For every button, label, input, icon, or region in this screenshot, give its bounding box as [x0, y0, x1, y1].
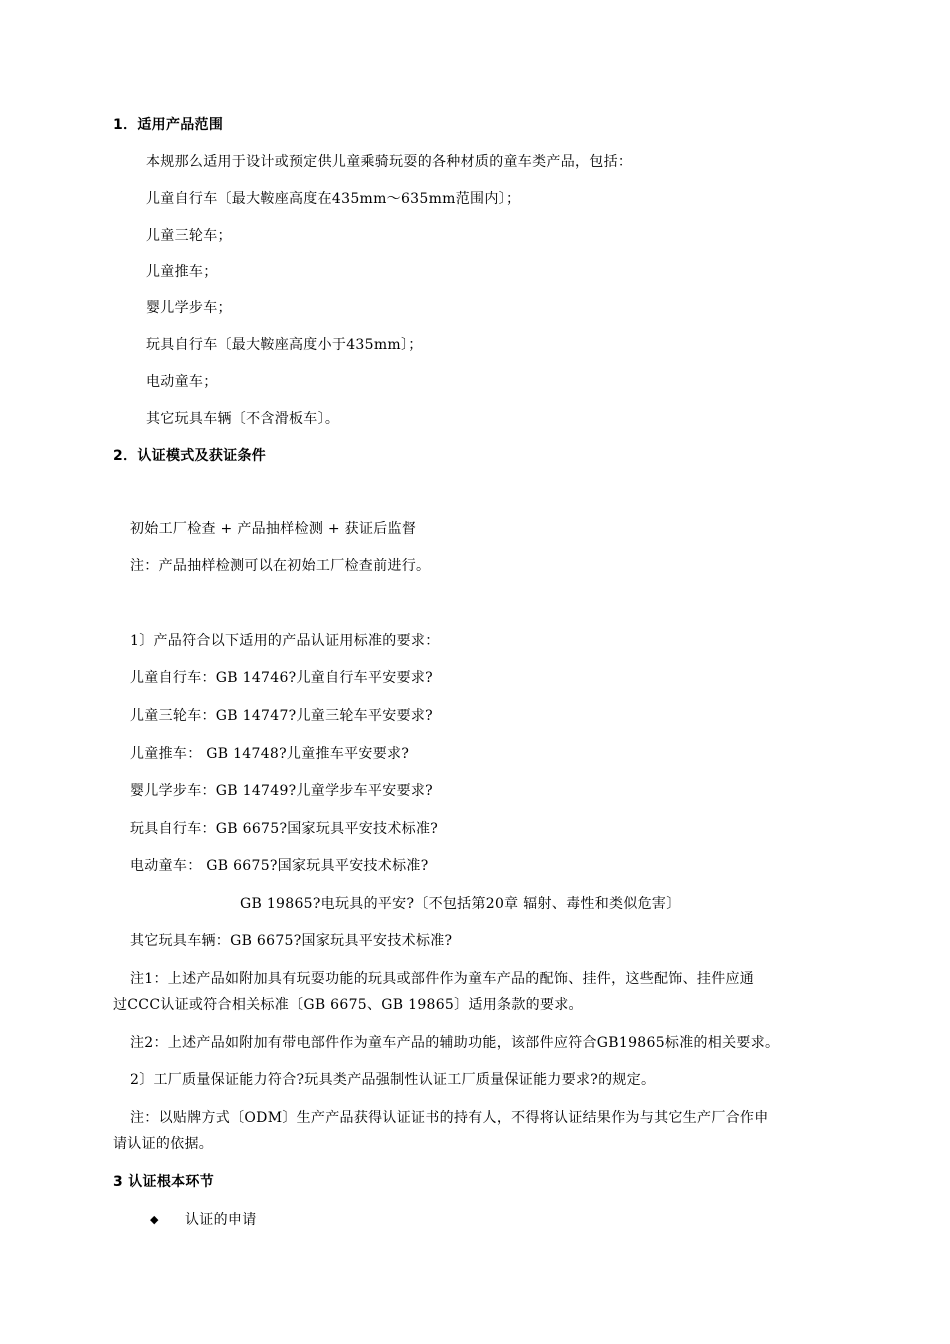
certification-mode: 初始工厂检查 + 产品抽样检测 + 获证后监督: [130, 521, 417, 537]
note-1-line-2: 过CCC认证或符合相关标准〔GB 6675、GB 19865〕适用条款的要求。: [113, 997, 583, 1013]
note-1-line-1: 注1：上述产品如附加具有玩耍功能的玩具或部件作为童车产品的配饰、挂件，这些配饰、挂件应通: [130, 971, 755, 987]
condition-2: 2〕工厂质量保证能力符合?玩具类产品强制性认证工厂质量保证能力要求?的规定。: [130, 1072, 656, 1088]
section3-heading: 3 认证根本环节: [113, 1174, 215, 1190]
condition-1: 1〕产品符合以下适用的产品认证用标准的要求：: [130, 633, 440, 649]
standard-line: 儿童自行车：GB 14746?儿童自行车平安要求?: [130, 670, 433, 686]
scope-item: 儿童自行车〔最大鞍座高度在435mm～635mm范围内〕；: [146, 191, 521, 207]
scope-item: 其它玩具车辆〔不含滑板车〕。: [146, 411, 340, 427]
section1-intro: 本规那么适用于设计或预定供儿童乘骑玩耍的各种材质的童车类产品，包括：: [146, 154, 633, 170]
standard-line: 玩具自行车：GB 6675?国家玩具平安技术标准?: [130, 821, 439, 837]
standard-line: GB 19865?电玩具的平安?〔不包括第20章 辐射、毒性和类似危害〕: [240, 896, 681, 912]
diamond-bullet-icon: ◆: [150, 1213, 159, 1226]
note-2: 注2：上述产品如附加有带电部件作为童车产品的辅助功能，该部件应符合GB19865标准的相关要求。: [130, 1035, 780, 1051]
standard-line: 电动童车： GB 6675?国家玩具平安技术标准?: [130, 858, 429, 874]
scope-item: 玩具自行车〔最大鞍座高度小于435mm〕；: [146, 337, 423, 353]
note-3-line-2: 请认证的依据。: [113, 1136, 214, 1152]
certification-mode-note: 注：产品抽样检测可以在初始工厂检查前进行。: [130, 558, 431, 574]
standard-line: 儿童推车： GB 14748?儿童推车平安要求?: [130, 746, 410, 762]
standard-line: 其它玩具车辆：GB 6675?国家玩具平安技术标准?: [130, 933, 453, 949]
scope-item: 婴儿学步车；: [146, 300, 232, 316]
scope-item: 儿童三轮车；: [146, 228, 232, 244]
standard-line: 儿童三轮车：GB 14747?儿童三轮车平安要求?: [130, 708, 433, 724]
scope-item: 电动童车；: [146, 374, 218, 390]
standard-line: 婴儿学步车：GB 14749?儿童学步车平安要求?: [130, 783, 433, 799]
section2-heading: 2．认证模式及获证条件: [113, 448, 267, 464]
bullet-item: 认证的申请: [185, 1212, 257, 1228]
scope-item: 儿童推车；: [146, 264, 218, 280]
note-3-line-1: 注：以贴牌方式〔ODM〕生产产品获得认证证书的持有人，不得将认证结果作为与其它生产厂合作申: [130, 1110, 769, 1126]
section1-heading: 1．适用产品范围: [113, 117, 224, 133]
